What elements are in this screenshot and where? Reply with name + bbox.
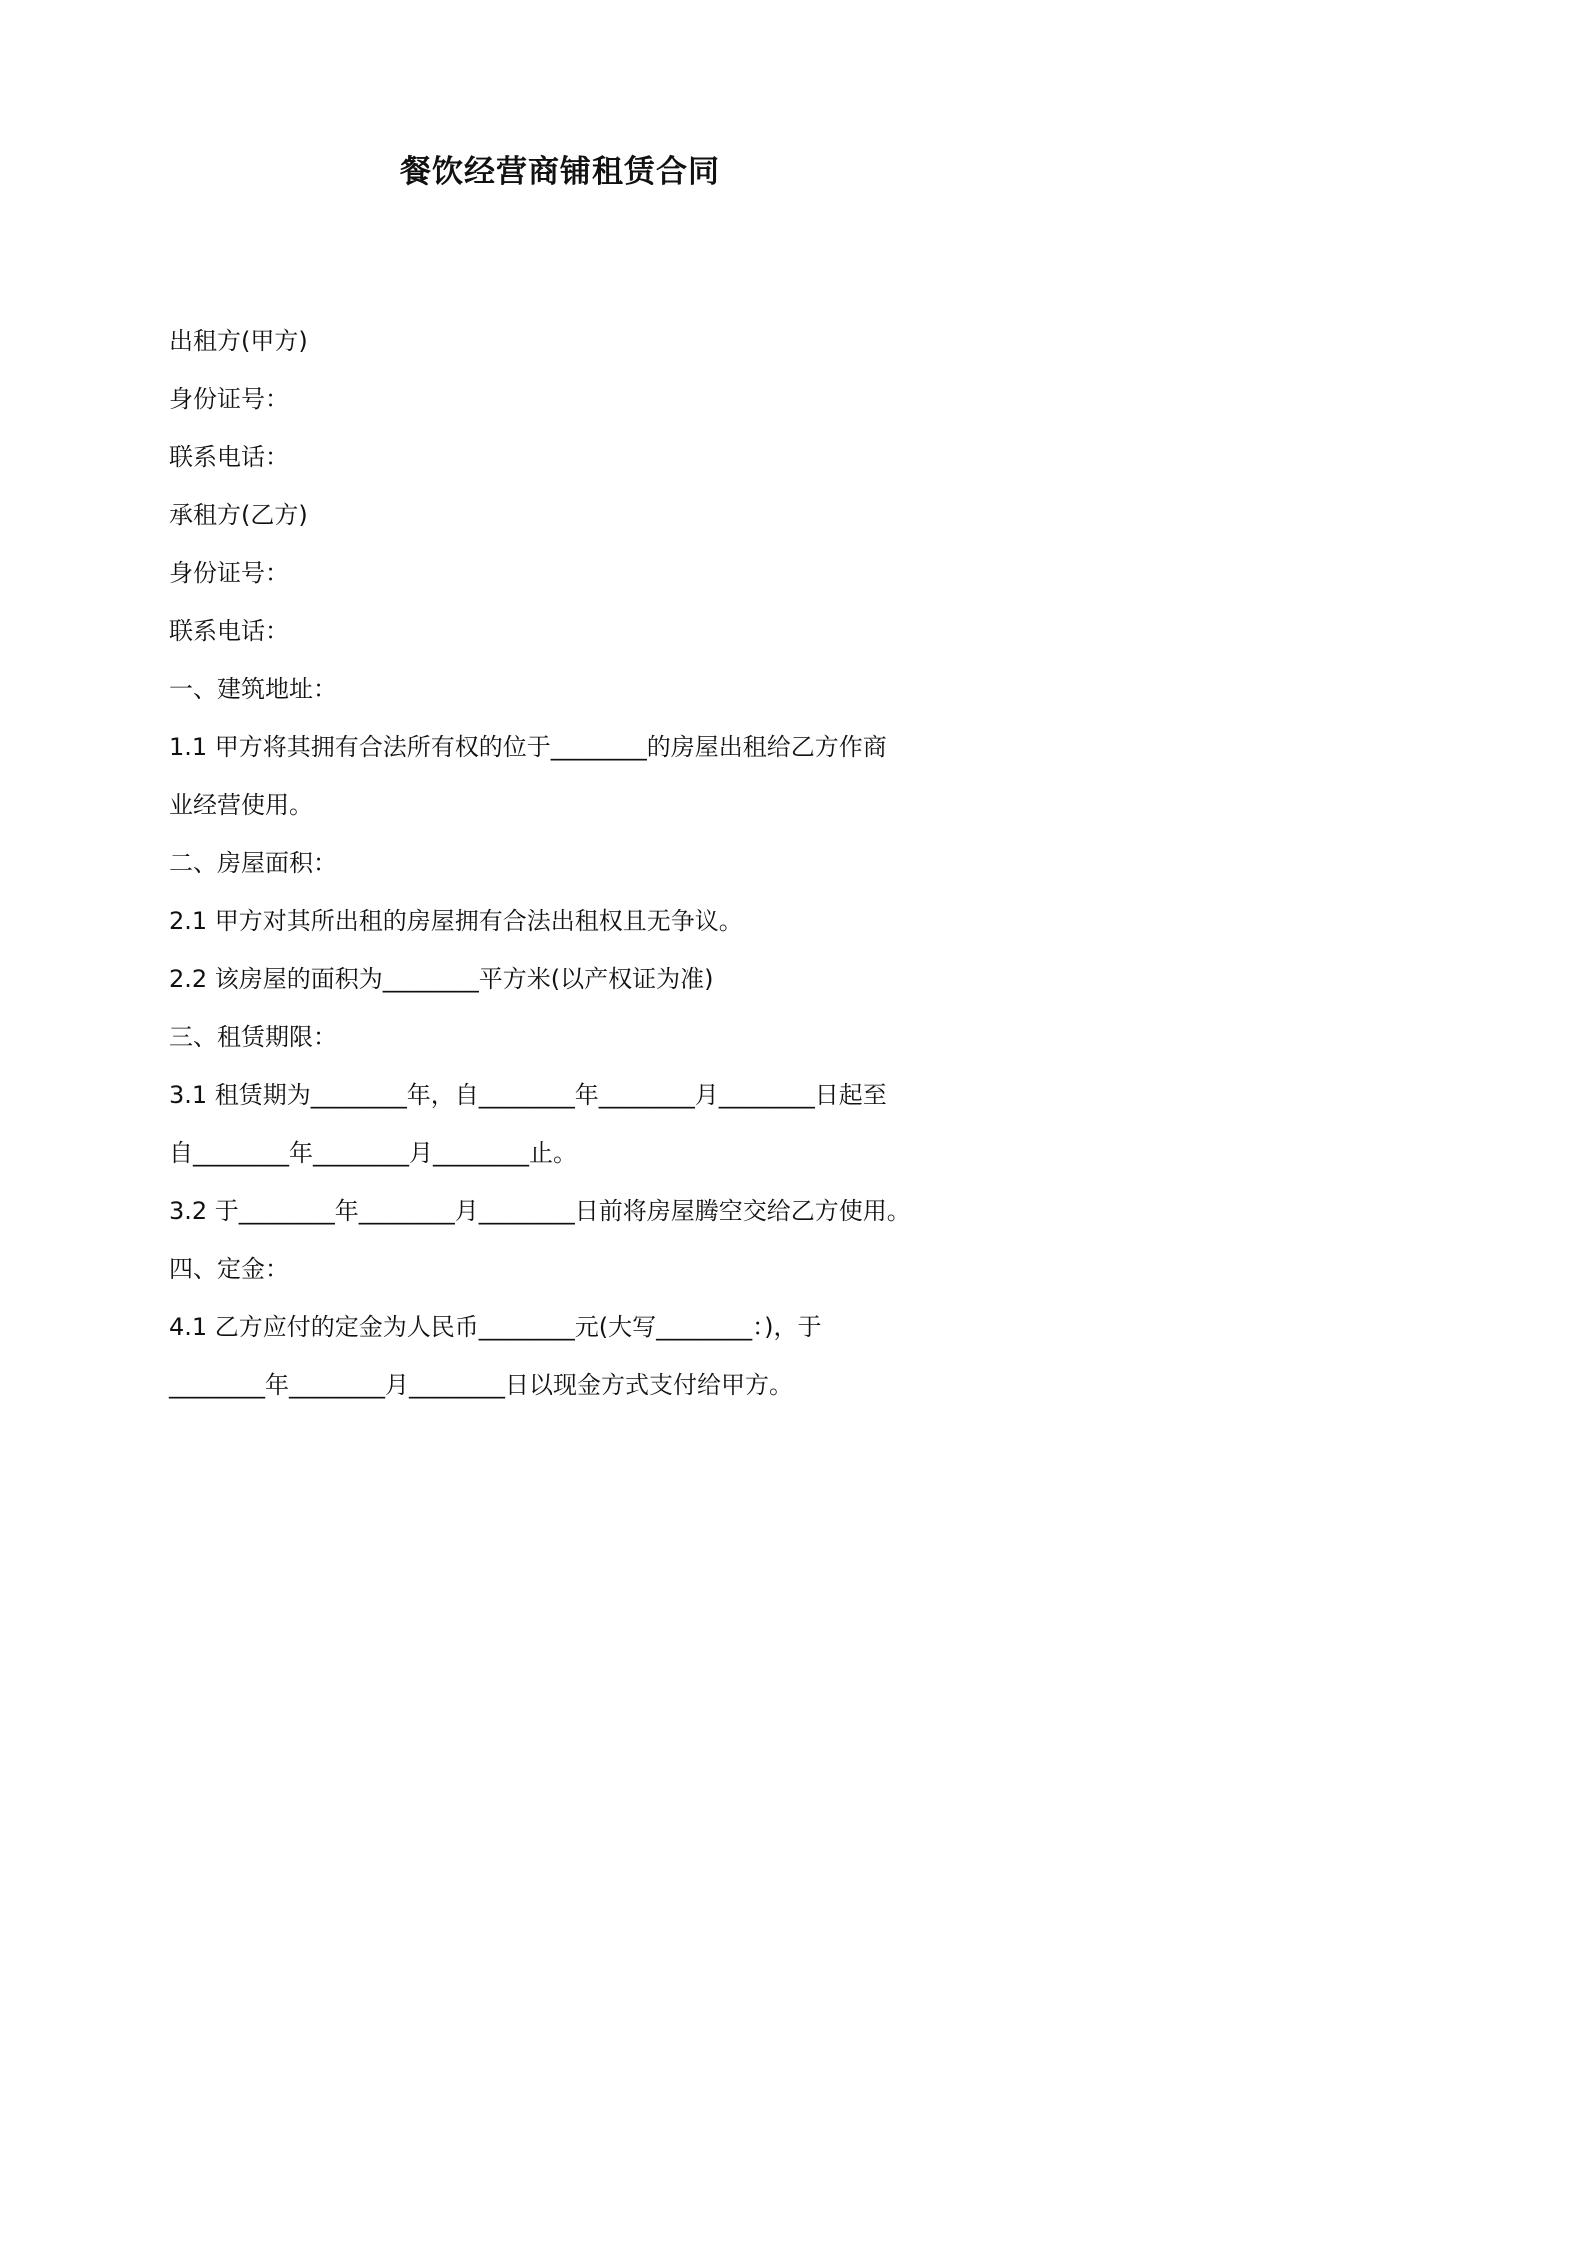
lessor-id-number-label: 身份证号： [169, 385, 289, 413]
section-heading-area: 二、房屋面积： [169, 849, 337, 877]
section-heading-deposit: 四、定金： [169, 1255, 289, 1283]
section-heading-term: 三、租赁期限： [169, 1023, 337, 1051]
clause-2-2: 2.2 该房屋的面积为________平方米(以产权证为准) [169, 965, 714, 993]
section-heading-address: 一、建筑地址： [169, 675, 337, 703]
document-title: 餐饮经营商铺租赁合同 [400, 154, 720, 190]
lessor-phone-label: 联系电话： [169, 443, 289, 471]
clause-3-2: 3.2 于________年________月________日前将房屋腾空交给乙方使用。 [169, 1197, 911, 1225]
lessee-label: 承租方(乙方) [169, 501, 308, 529]
clause-2-1: 2.1 甲方对其所出租的房屋拥有合法出租权且无争议。 [169, 907, 743, 935]
document-body [169, 312, 969, 1414]
document-page [0, 0, 1120, 1585]
lessee-id-number-label: 身份证号： [169, 559, 289, 587]
clause-1-1-line-2: 业经营使用。 [169, 791, 313, 819]
clause-1-1-line-1: 1.1 甲方将其拥有合法所有权的位于________的房屋出租给乙方作商 [169, 733, 887, 761]
clause-4-1-line-1: 4.1 乙方应付的定金为人民币________元(大写________：)，于 [169, 1313, 822, 1341]
clause-3-1-line-2: 自________年________月________止。 [169, 1139, 577, 1167]
lessee-phone-label: 联系电话： [169, 617, 289, 645]
lessor-label: 出租方(甲方) [169, 327, 308, 355]
clause-4-1-line-2: ________年________月________日以现金方式支付给甲方。 [169, 1371, 793, 1399]
clause-3-1-line-1: 3.1 租赁期为________年，自________年________月________日起至 [169, 1081, 887, 1109]
